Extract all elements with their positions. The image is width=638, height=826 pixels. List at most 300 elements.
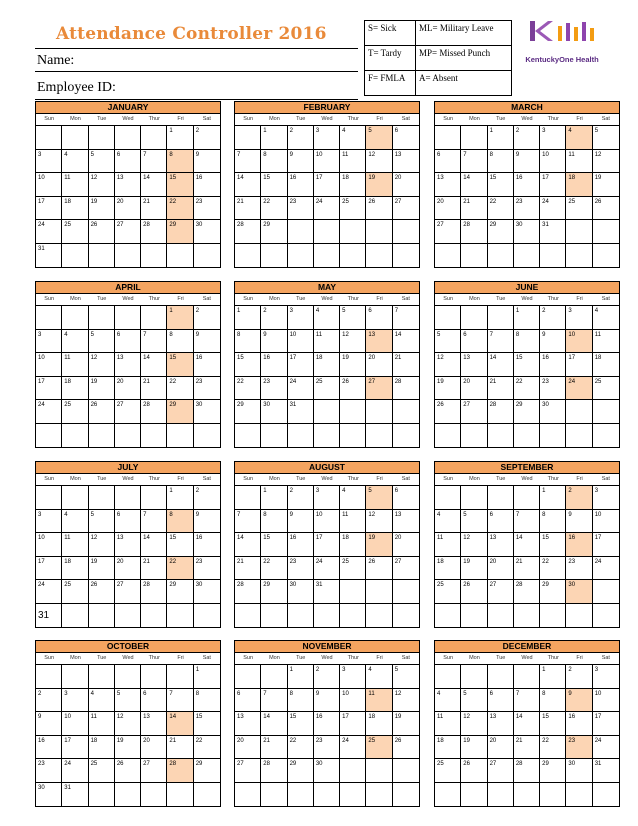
day-cell[interactable]: 24: [593, 557, 619, 581]
day-cell[interactable]: 7: [141, 150, 167, 174]
day-cell[interactable]: 7: [488, 330, 514, 354]
day-cell[interactable]: 26: [461, 580, 487, 604]
day-cell[interactable]: 21: [488, 377, 514, 401]
day-cell[interactable]: 13: [115, 353, 141, 377]
day-cell[interactable]: 9: [514, 150, 540, 174]
name-field[interactable]: Name:: [35, 48, 358, 72]
day-cell[interactable]: 11: [314, 330, 340, 354]
day-cell[interactable]: 4: [593, 306, 619, 330]
day-cell[interactable]: 25: [366, 736, 392, 760]
day-cell[interactable]: 4: [314, 306, 340, 330]
day-cell[interactable]: 12: [89, 353, 115, 377]
day-cell[interactable]: 27: [115, 220, 141, 244]
day-cell[interactable]: 30: [566, 759, 592, 783]
day-cell[interactable]: 12: [115, 712, 141, 736]
day-cell[interactable]: 11: [366, 689, 392, 713]
day-cell[interactable]: 9: [540, 330, 566, 354]
day-cell[interactable]: 12: [366, 510, 392, 534]
day-cell[interactable]: 9: [566, 510, 592, 534]
day-cell[interactable]: 2: [36, 689, 62, 713]
day-cell[interactable]: 16: [288, 533, 314, 557]
day-cell[interactable]: 30: [566, 580, 592, 604]
day-cell[interactable]: 21: [141, 377, 167, 401]
day-cell[interactable]: 20: [115, 377, 141, 401]
day-cell[interactable]: 29: [514, 400, 540, 424]
day-cell[interactable]: 9: [314, 689, 340, 713]
day-cell[interactable]: 25: [435, 759, 461, 783]
day-cell[interactable]: 20: [488, 557, 514, 581]
day-cell[interactable]: 1: [540, 486, 566, 510]
day-cell[interactable]: 20: [461, 377, 487, 401]
day-cell[interactable]: 7: [235, 150, 261, 174]
day-cell[interactable]: 14: [235, 173, 261, 197]
day-cell[interactable]: 17: [314, 173, 340, 197]
day-cell[interactable]: 3: [314, 126, 340, 150]
day-cell[interactable]: 1: [488, 126, 514, 150]
day-cell[interactable]: 8: [540, 689, 566, 713]
day-cell[interactable]: 4: [566, 126, 592, 150]
day-cell[interactable]: 18: [366, 712, 392, 736]
day-cell[interactable]: 21: [235, 197, 261, 221]
day-cell[interactable]: 10: [314, 150, 340, 174]
day-cell[interactable]: 3: [288, 306, 314, 330]
day-cell[interactable]: 17: [593, 533, 619, 557]
day-cell[interactable]: 21: [167, 736, 193, 760]
day-cell[interactable]: 25: [340, 197, 366, 221]
day-cell[interactable]: 10: [36, 353, 62, 377]
day-cell[interactable]: 21: [514, 557, 540, 581]
day-cell[interactable]: 26: [366, 557, 392, 581]
employee-id-field[interactable]: Employee ID:: [35, 76, 358, 100]
day-cell[interactable]: 16: [194, 173, 220, 197]
day-cell[interactable]: 15: [261, 533, 287, 557]
day-cell[interactable]: 1: [261, 126, 287, 150]
day-cell[interactable]: 11: [435, 533, 461, 557]
day-cell[interactable]: 26: [115, 759, 141, 783]
day-cell[interactable]: 23: [566, 557, 592, 581]
day-cell[interactable]: 31: [288, 400, 314, 424]
day-cell[interactable]: 8: [488, 150, 514, 174]
day-cell[interactable]: 14: [141, 353, 167, 377]
day-cell[interactable]: 1: [514, 306, 540, 330]
day-cell[interactable]: 15: [488, 173, 514, 197]
day-cell[interactable]: 6: [461, 330, 487, 354]
day-cell[interactable]: 19: [366, 533, 392, 557]
day-cell[interactable]: 1: [167, 126, 193, 150]
day-cell[interactable]: 24: [36, 400, 62, 424]
day-cell[interactable]: 28: [235, 580, 261, 604]
day-cell[interactable]: 20: [115, 197, 141, 221]
day-cell[interactable]: 27: [435, 220, 461, 244]
day-cell[interactable]: 27: [488, 580, 514, 604]
day-cell[interactable]: 29: [194, 759, 220, 783]
day-cell[interactable]: 13: [115, 173, 141, 197]
day-cell[interactable]: 19: [366, 173, 392, 197]
day-cell[interactable]: 17: [314, 533, 340, 557]
day-cell[interactable]: 8: [167, 510, 193, 534]
day-cell[interactable]: 13: [393, 150, 419, 174]
day-cell[interactable]: 3: [36, 330, 62, 354]
day-cell[interactable]: 11: [566, 150, 592, 174]
day-cell[interactable]: 20: [141, 736, 167, 760]
day-cell[interactable]: 21: [393, 353, 419, 377]
day-cell[interactable]: 11: [62, 173, 88, 197]
day-cell[interactable]: 21: [141, 197, 167, 221]
day-cell[interactable]: 31: [36, 604, 62, 628]
day-cell[interactable]: 29: [235, 400, 261, 424]
day-cell[interactable]: 28: [235, 220, 261, 244]
day-cell[interactable]: 2: [566, 486, 592, 510]
day-cell[interactable]: 25: [62, 220, 88, 244]
day-cell[interactable]: 30: [36, 783, 62, 807]
day-cell[interactable]: 19: [115, 736, 141, 760]
day-cell[interactable]: 30: [514, 220, 540, 244]
day-cell[interactable]: 10: [36, 533, 62, 557]
day-cell[interactable]: 24: [314, 557, 340, 581]
day-cell[interactable]: 23: [36, 759, 62, 783]
day-cell[interactable]: 9: [36, 712, 62, 736]
day-cell[interactable]: 26: [435, 400, 461, 424]
day-cell[interactable]: 27: [461, 400, 487, 424]
day-cell[interactable]: 26: [89, 400, 115, 424]
day-cell[interactable]: 23: [194, 557, 220, 581]
day-cell[interactable]: 18: [566, 173, 592, 197]
day-cell[interactable]: 13: [235, 712, 261, 736]
day-cell[interactable]: 12: [461, 533, 487, 557]
day-cell[interactable]: 12: [461, 712, 487, 736]
day-cell[interactable]: 10: [566, 330, 592, 354]
day-cell[interactable]: 27: [366, 377, 392, 401]
day-cell[interactable]: 2: [566, 665, 592, 689]
day-cell[interactable]: 6: [393, 126, 419, 150]
day-cell[interactable]: 8: [261, 150, 287, 174]
day-cell[interactable]: 17: [566, 353, 592, 377]
day-cell[interactable]: 9: [566, 689, 592, 713]
day-cell[interactable]: 4: [366, 665, 392, 689]
day-cell[interactable]: 19: [340, 353, 366, 377]
day-cell[interactable]: 2: [194, 486, 220, 510]
day-cell[interactable]: 16: [514, 173, 540, 197]
day-cell[interactable]: 7: [141, 330, 167, 354]
day-cell[interactable]: 12: [89, 173, 115, 197]
day-cell[interactable]: 23: [540, 377, 566, 401]
day-cell[interactable]: 21: [514, 736, 540, 760]
day-cell[interactable]: 15: [194, 712, 220, 736]
day-cell[interactable]: 5: [340, 306, 366, 330]
day-cell[interactable]: 24: [36, 580, 62, 604]
day-cell[interactable]: 22: [261, 557, 287, 581]
day-cell[interactable]: 17: [36, 197, 62, 221]
day-cell[interactable]: 29: [540, 580, 566, 604]
day-cell[interactable]: 25: [435, 580, 461, 604]
day-cell[interactable]: 6: [115, 150, 141, 174]
day-cell[interactable]: 5: [435, 330, 461, 354]
day-cell[interactable]: 19: [89, 557, 115, 581]
day-cell[interactable]: 18: [62, 377, 88, 401]
day-cell[interactable]: 24: [540, 197, 566, 221]
day-cell[interactable]: 8: [540, 510, 566, 534]
day-cell[interactable]: 7: [235, 510, 261, 534]
day-cell[interactable]: 28: [141, 580, 167, 604]
day-cell[interactable]: 7: [514, 510, 540, 534]
day-cell[interactable]: 20: [393, 173, 419, 197]
day-cell[interactable]: 15: [167, 533, 193, 557]
day-cell[interactable]: 3: [36, 150, 62, 174]
day-cell[interactable]: 11: [89, 712, 115, 736]
day-cell[interactable]: 20: [235, 736, 261, 760]
day-cell[interactable]: 13: [488, 533, 514, 557]
day-cell[interactable]: 1: [235, 306, 261, 330]
day-cell[interactable]: 14: [461, 173, 487, 197]
day-cell[interactable]: 22: [514, 377, 540, 401]
day-cell[interactable]: 25: [62, 400, 88, 424]
day-cell[interactable]: 18: [340, 173, 366, 197]
day-cell[interactable]: 10: [593, 510, 619, 534]
day-cell[interactable]: 19: [461, 557, 487, 581]
day-cell[interactable]: 28: [514, 580, 540, 604]
day-cell[interactable]: 14: [393, 330, 419, 354]
day-cell[interactable]: 21: [235, 557, 261, 581]
day-cell[interactable]: 21: [261, 736, 287, 760]
day-cell[interactable]: 11: [62, 353, 88, 377]
day-cell[interactable]: 29: [288, 759, 314, 783]
day-cell[interactable]: 13: [488, 712, 514, 736]
day-cell[interactable]: 14: [488, 353, 514, 377]
day-cell[interactable]: 17: [62, 736, 88, 760]
day-cell[interactable]: 16: [194, 533, 220, 557]
day-cell[interactable]: 4: [340, 126, 366, 150]
day-cell[interactable]: 27: [115, 580, 141, 604]
day-cell[interactable]: 16: [194, 353, 220, 377]
day-cell[interactable]: 23: [194, 197, 220, 221]
day-cell[interactable]: 2: [314, 665, 340, 689]
day-cell[interactable]: 25: [62, 580, 88, 604]
day-cell[interactable]: 5: [89, 150, 115, 174]
day-cell[interactable]: 5: [393, 665, 419, 689]
day-cell[interactable]: 24: [36, 220, 62, 244]
day-cell[interactable]: 23: [194, 377, 220, 401]
day-cell[interactable]: 16: [261, 353, 287, 377]
day-cell[interactable]: 1: [261, 486, 287, 510]
day-cell[interactable]: 1: [194, 665, 220, 689]
day-cell[interactable]: 13: [115, 533, 141, 557]
day-cell[interactable]: 12: [340, 330, 366, 354]
day-cell[interactable]: 9: [261, 330, 287, 354]
day-cell[interactable]: 17: [593, 712, 619, 736]
day-cell[interactable]: 9: [288, 150, 314, 174]
day-cell[interactable]: 7: [393, 306, 419, 330]
day-cell[interactable]: 13: [366, 330, 392, 354]
day-cell[interactable]: 3: [593, 665, 619, 689]
day-cell[interactable]: 19: [393, 712, 419, 736]
day-cell[interactable]: 5: [366, 486, 392, 510]
day-cell[interactable]: 8: [514, 330, 540, 354]
day-cell[interactable]: 15: [288, 712, 314, 736]
day-cell[interactable]: 18: [593, 353, 619, 377]
day-cell[interactable]: 10: [288, 330, 314, 354]
day-cell[interactable]: 23: [514, 197, 540, 221]
day-cell[interactable]: 22: [194, 736, 220, 760]
day-cell[interactable]: 23: [288, 557, 314, 581]
day-cell[interactable]: 30: [194, 580, 220, 604]
day-cell[interactable]: 16: [540, 353, 566, 377]
day-cell[interactable]: 12: [393, 689, 419, 713]
day-cell[interactable]: 29: [167, 220, 193, 244]
day-cell[interactable]: 5: [89, 330, 115, 354]
day-cell[interactable]: 15: [167, 353, 193, 377]
day-cell[interactable]: 4: [62, 330, 88, 354]
day-cell[interactable]: 2: [288, 486, 314, 510]
day-cell[interactable]: 26: [89, 580, 115, 604]
day-cell[interactable]: 26: [393, 736, 419, 760]
day-cell[interactable]: 1: [540, 665, 566, 689]
day-cell[interactable]: 11: [593, 330, 619, 354]
day-cell[interactable]: 21: [461, 197, 487, 221]
day-cell[interactable]: 26: [461, 759, 487, 783]
day-cell[interactable]: 15: [235, 353, 261, 377]
day-cell[interactable]: 5: [593, 126, 619, 150]
day-cell[interactable]: 17: [36, 377, 62, 401]
day-cell[interactable]: 7: [167, 689, 193, 713]
day-cell[interactable]: 8: [167, 150, 193, 174]
day-cell[interactable]: 16: [566, 533, 592, 557]
day-cell[interactable]: 5: [115, 689, 141, 713]
day-cell[interactable]: 30: [261, 400, 287, 424]
day-cell[interactable]: 18: [62, 557, 88, 581]
day-cell[interactable]: 29: [261, 220, 287, 244]
day-cell[interactable]: 24: [314, 197, 340, 221]
day-cell[interactable]: 13: [141, 712, 167, 736]
day-cell[interactable]: 17: [36, 557, 62, 581]
day-cell[interactable]: 19: [89, 377, 115, 401]
day-cell[interactable]: 22: [261, 197, 287, 221]
day-cell[interactable]: 2: [194, 306, 220, 330]
day-cell[interactable]: 24: [340, 736, 366, 760]
day-cell[interactable]: 17: [340, 712, 366, 736]
day-cell[interactable]: 14: [261, 712, 287, 736]
day-cell[interactable]: 4: [435, 510, 461, 534]
day-cell[interactable]: 25: [314, 377, 340, 401]
day-cell[interactable]: 3: [36, 510, 62, 534]
day-cell[interactable]: 12: [89, 533, 115, 557]
day-cell[interactable]: 25: [566, 197, 592, 221]
day-cell[interactable]: 15: [514, 353, 540, 377]
day-cell[interactable]: 10: [540, 150, 566, 174]
day-cell[interactable]: 23: [566, 736, 592, 760]
day-cell[interactable]: 6: [141, 689, 167, 713]
day-cell[interactable]: 20: [115, 557, 141, 581]
day-cell[interactable]: 2: [194, 126, 220, 150]
day-cell[interactable]: 6: [115, 510, 141, 534]
day-cell[interactable]: 22: [288, 736, 314, 760]
day-cell[interactable]: 1: [167, 486, 193, 510]
day-cell[interactable]: 26: [340, 377, 366, 401]
day-cell[interactable]: 26: [366, 197, 392, 221]
day-cell[interactable]: 31: [36, 244, 62, 268]
day-cell[interactable]: 22: [540, 736, 566, 760]
day-cell[interactable]: 30: [194, 220, 220, 244]
day-cell[interactable]: 16: [314, 712, 340, 736]
day-cell[interactable]: 11: [340, 150, 366, 174]
day-cell[interactable]: 18: [435, 557, 461, 581]
day-cell[interactable]: 20: [393, 533, 419, 557]
day-cell[interactable]: 11: [340, 510, 366, 534]
day-cell[interactable]: 12: [435, 353, 461, 377]
day-cell[interactable]: 30: [288, 580, 314, 604]
day-cell[interactable]: 9: [194, 330, 220, 354]
day-cell[interactable]: 31: [540, 220, 566, 244]
day-cell[interactable]: 4: [340, 486, 366, 510]
day-cell[interactable]: 18: [89, 736, 115, 760]
day-cell[interactable]: 31: [593, 759, 619, 783]
day-cell[interactable]: 31: [314, 580, 340, 604]
day-cell[interactable]: 28: [261, 759, 287, 783]
day-cell[interactable]: 7: [261, 689, 287, 713]
day-cell[interactable]: 8: [288, 689, 314, 713]
day-cell[interactable]: 14: [141, 533, 167, 557]
day-cell[interactable]: 19: [461, 736, 487, 760]
day-cell[interactable]: 15: [167, 173, 193, 197]
day-cell[interactable]: 14: [514, 533, 540, 557]
day-cell[interactable]: 22: [488, 197, 514, 221]
day-cell[interactable]: 5: [366, 126, 392, 150]
day-cell[interactable]: 10: [62, 712, 88, 736]
day-cell[interactable]: 10: [36, 173, 62, 197]
day-cell[interactable]: 23: [314, 736, 340, 760]
day-cell[interactable]: 14: [235, 533, 261, 557]
day-cell[interactable]: 6: [488, 689, 514, 713]
day-cell[interactable]: 18: [435, 736, 461, 760]
day-cell[interactable]: 5: [461, 510, 487, 534]
day-cell[interactable]: 22: [167, 377, 193, 401]
day-cell[interactable]: 21: [141, 557, 167, 581]
day-cell[interactable]: 29: [540, 759, 566, 783]
day-cell[interactable]: 9: [288, 510, 314, 534]
day-cell[interactable]: 29: [167, 400, 193, 424]
day-cell[interactable]: 27: [393, 557, 419, 581]
day-cell[interactable]: 5: [461, 689, 487, 713]
day-cell[interactable]: 3: [593, 486, 619, 510]
day-cell[interactable]: 6: [393, 486, 419, 510]
day-cell[interactable]: 15: [261, 173, 287, 197]
day-cell[interactable]: 17: [288, 353, 314, 377]
day-cell[interactable]: 2: [288, 126, 314, 150]
day-cell[interactable]: 7: [461, 150, 487, 174]
day-cell[interactable]: 23: [261, 377, 287, 401]
day-cell[interactable]: 14: [514, 712, 540, 736]
day-cell[interactable]: 8: [235, 330, 261, 354]
day-cell[interactable]: 17: [540, 173, 566, 197]
day-cell[interactable]: 14: [141, 173, 167, 197]
day-cell[interactable]: 7: [141, 510, 167, 534]
day-cell[interactable]: 23: [288, 197, 314, 221]
day-cell[interactable]: 15: [540, 533, 566, 557]
day-cell[interactable]: 20: [366, 353, 392, 377]
day-cell[interactable]: 29: [261, 580, 287, 604]
day-cell[interactable]: 10: [314, 510, 340, 534]
day-cell[interactable]: 28: [514, 759, 540, 783]
day-cell[interactable]: 12: [593, 150, 619, 174]
day-cell[interactable]: 4: [89, 689, 115, 713]
day-cell[interactable]: 27: [488, 759, 514, 783]
day-cell[interactable]: 29: [488, 220, 514, 244]
day-cell[interactable]: 13: [393, 510, 419, 534]
day-cell[interactable]: 1: [167, 306, 193, 330]
day-cell[interactable]: 24: [593, 736, 619, 760]
day-cell[interactable]: 13: [435, 173, 461, 197]
day-cell[interactable]: 26: [593, 197, 619, 221]
day-cell[interactable]: 25: [89, 759, 115, 783]
